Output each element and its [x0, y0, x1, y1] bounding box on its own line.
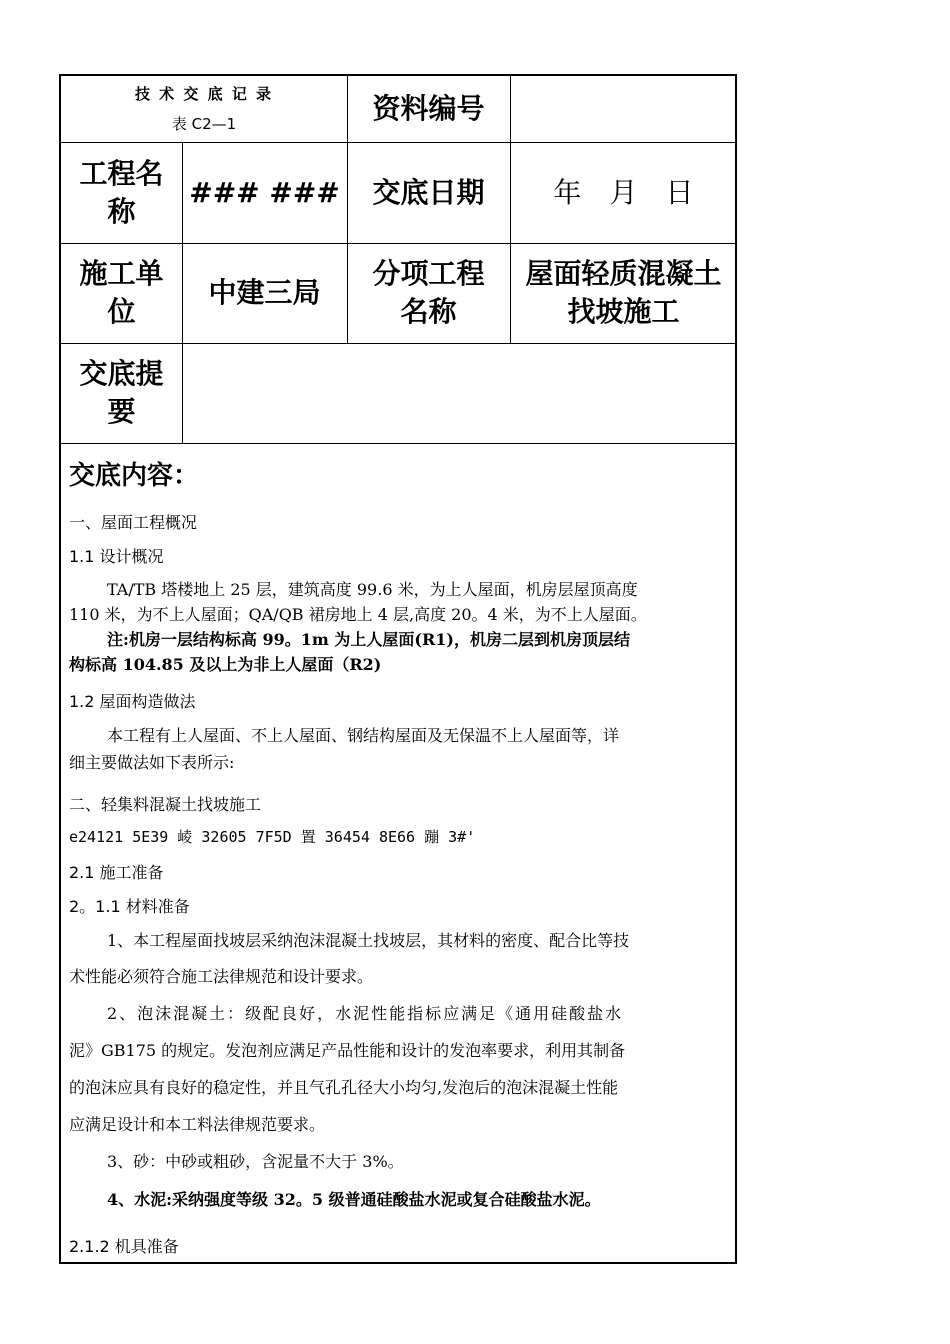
paragraph-line: 术性能必须符合施工法律规范和设计要求。 [69, 967, 374, 986]
project-name-value: ### ### [189, 175, 340, 209]
paragraph-line: 110 米，为不上人屋面；QA/QB 裙房地上 4 层,高度 20。4 米，为不上人屋面。 [69, 605, 647, 624]
doc-no-value [510, 76, 737, 142]
date-value: 年 月 日 [553, 175, 694, 209]
sub-item-value: 屋面轻质混凝土找坡施工 [525, 257, 722, 328]
content-body [61, 443, 735, 1263]
note-line: 注:机房一层结构标高 99。1m 为上人屋面(R1)，机房二层到机房顶层结 [107, 630, 630, 649]
form-number: 表 C2—1 [171, 115, 237, 133]
paragraph-line: 本工程有上人屋面、不上人屋面、钢结构屋面及无保温不上人屋面等，详 [107, 726, 620, 745]
subsection-title: 2.1 施工准备 [69, 863, 164, 882]
paragraph-line: 应满足设计和本工料法律规范要求。 [69, 1115, 326, 1134]
date-label: 交底日期 [372, 175, 485, 209]
section-title: 一、屋面工程概况 [69, 513, 198, 532]
subsection-title: 2。1.1 材料准备 [69, 897, 190, 916]
paragraph-line: 1、本工程屋面找坡层采纳泡沫混凝土找坡层，其材料的密度、配合比等技 [107, 931, 630, 950]
paragraph-line: 4、水泥:采纳强度等级 32。5 级普通硅酸盐水泥或复合硅酸盐水泥。 [107, 1190, 601, 1209]
paragraph-line: 2、泡沫混凝土：级配良好，水泥性能指标应满足《通用硅酸盐水 [107, 1004, 624, 1023]
record-form [59, 74, 737, 1264]
paragraph-line: 的泡沫应具有良好的稳定性，并且气孔孔径大小均匀,发泡后的泡沫混凝土性能 [69, 1078, 619, 1097]
subsection-title: 1.1 设计概况 [69, 547, 164, 566]
paragraph-line: 3、砂：中砂或粗砂，含泥量不大于 3%。 [107, 1152, 404, 1171]
record-title-cell [61, 76, 347, 142]
paragraph-line: 泥》GB175 的规定。发泡剂应满足产品性能和设计的发泡率要求，利用其制备 [69, 1041, 626, 1060]
section-title: 二、轻集料混凝土找坡施工 [69, 795, 262, 814]
subsection-title: 2.1.2 机具准备 [69, 1237, 179, 1256]
paragraph-line: 细主要做法如下表所示: [69, 753, 235, 772]
content-heading: 交底内容： [69, 461, 200, 491]
summary-value [182, 343, 737, 443]
subsection-title: 1.2 屋面构造做法 [69, 692, 196, 711]
garbled-line: e24121 5E39 崚 32605 7F5D 置 36454 8E66 蹦 3#' [69, 828, 476, 846]
contractor-value: 中建三局 [208, 276, 321, 309]
record-title: 技 术 交 底 记 录 [134, 85, 274, 103]
sub-item-label: 分项工程名称 [372, 257, 485, 328]
project-name-label: 工程名称 [79, 156, 164, 228]
contractor-label: 施工单位 [79, 257, 164, 328]
paragraph-line: TA/TB 塔楼地上 25 层，建筑高度 99.6 米，为上人屋面，机房层屋顶高度 [107, 580, 638, 599]
doc-no-label: 资料编号 [372, 92, 485, 125]
summary-label: 交底提要 [79, 357, 164, 428]
note-line: 构标高 104.85 及以上为非上人屋面（R2) [69, 655, 382, 674]
